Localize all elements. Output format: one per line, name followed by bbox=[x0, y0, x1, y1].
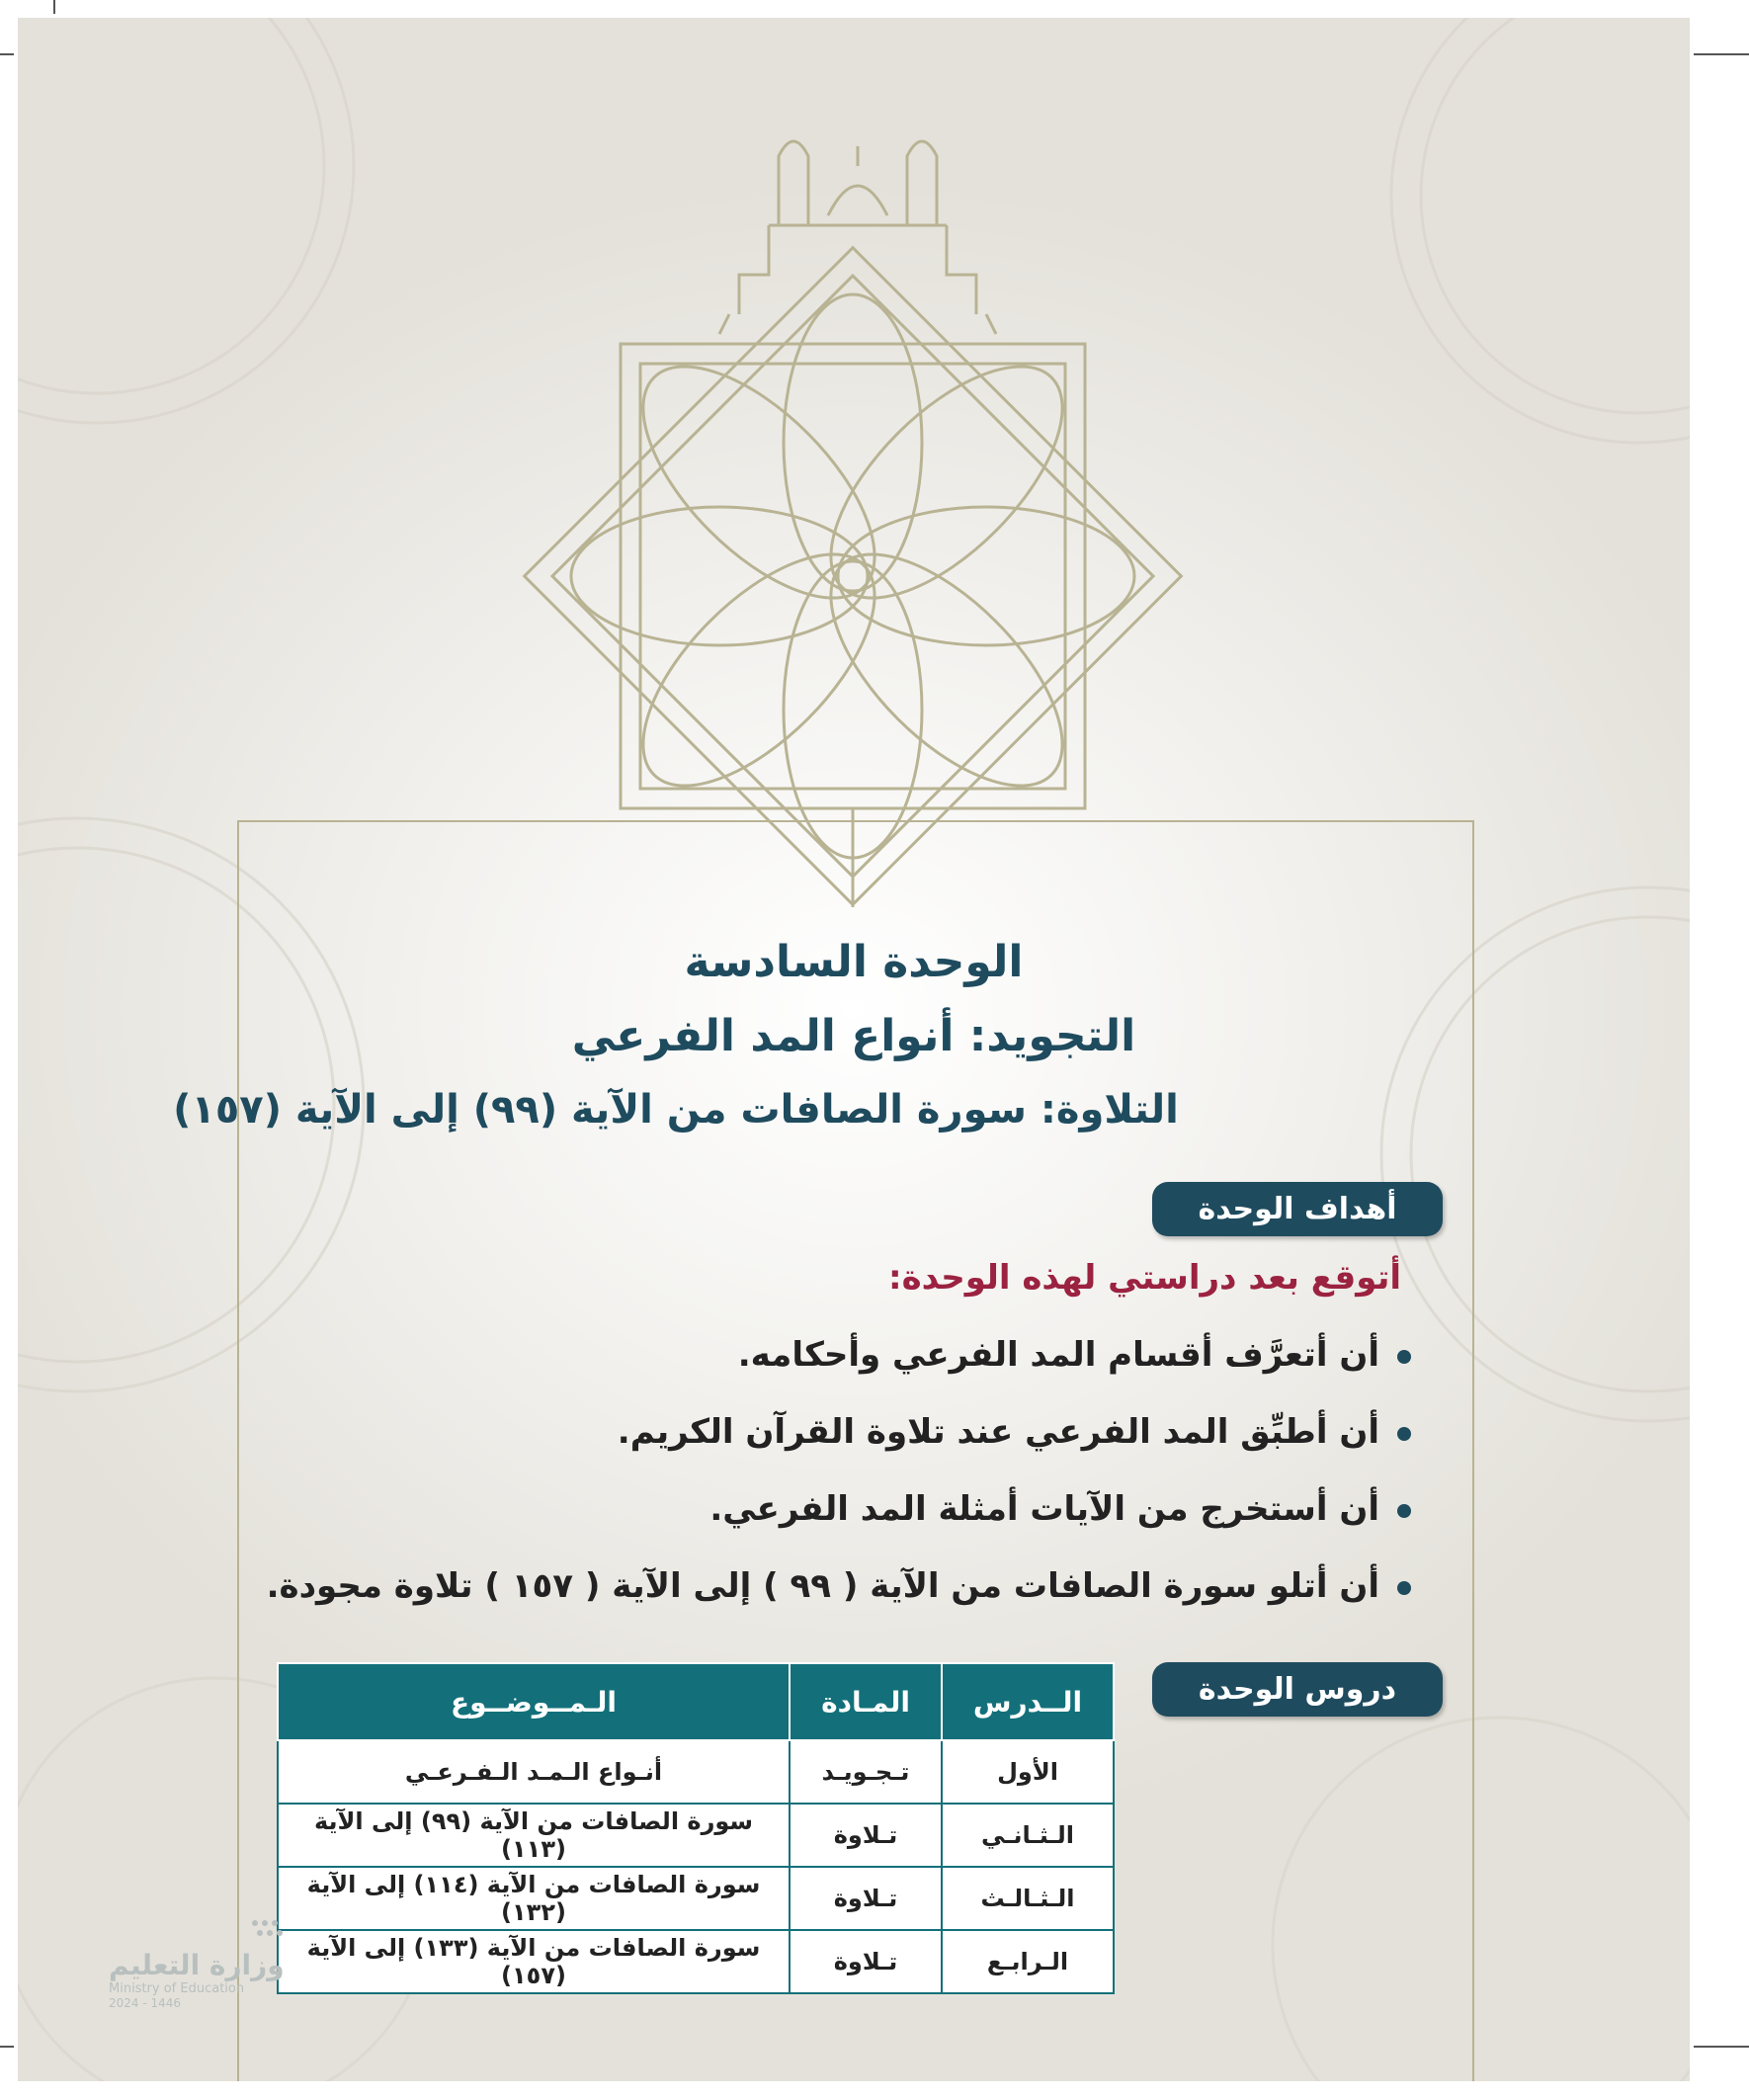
list-item: أن أستخرج من الآيات أمثلة المد الفرعي. bbox=[215, 1481, 1411, 1537]
page bbox=[18, 18, 1690, 2081]
bullet-icon bbox=[1397, 1427, 1411, 1441]
table-cell: أنـواع الـمـد الـفـرعـي bbox=[278, 1740, 790, 1804]
bullet-icon bbox=[1397, 1581, 1411, 1595]
table-cell: الأول bbox=[942, 1740, 1114, 1804]
ministry-logo-name: وزارة التعليم bbox=[109, 1949, 285, 1981]
table-header-row bbox=[278, 1663, 1114, 1740]
ministry-logo-year: 2024 - 1446 bbox=[109, 1996, 182, 2010]
bullet-icon bbox=[1397, 1504, 1411, 1518]
table-cell: سورة الصافات من الآية (٩٩) إلى الآية (١١٣) bbox=[278, 1804, 790, 1867]
recitation-title: التلاوة: سورة الصافات من الآية (٩٩) إلى الآية (١٥٧) bbox=[173, 1087, 1179, 1133]
crop-mark bbox=[0, 53, 14, 55]
table-row bbox=[278, 1740, 1114, 1804]
table-cell: تـلاوة bbox=[790, 1804, 942, 1867]
crop-mark bbox=[53, 0, 55, 14]
table-cell: الـرابـع bbox=[942, 1930, 1114, 1993]
list-item: أن أطبِّق المد الفرعي عند تلاوة القرآن الكريم. bbox=[215, 1404, 1411, 1460]
column-header: الــدرس bbox=[942, 1663, 1114, 1740]
table-cell: الـثـانـي bbox=[942, 1804, 1114, 1867]
list-item: أن أتعرَّف أقسام المد الفرعي وأحكامه. bbox=[215, 1327, 1411, 1383]
lessons-table bbox=[277, 1662, 1115, 1994]
table-cell: سورة الصافات من الآية (١١٤) إلى الآية (١٣٢) bbox=[278, 1867, 790, 1930]
table-row bbox=[278, 1804, 1114, 1867]
crop-mark bbox=[1694, 2046, 1749, 2048]
mosque-icon bbox=[719, 141, 996, 334]
unit-title: الوحدة السادسة bbox=[684, 937, 1024, 987]
table-cell: سورة الصافات من الآية (١٣٣) إلى الآية (١٥٧) bbox=[278, 1930, 790, 1993]
list-item: أن أتلو سورة الصافات من الآية ( ٩٩ ) إلى الآية ( ١٥٧ ) تلاوة مجودة. bbox=[215, 1558, 1411, 1614]
table-cell: الـثـالـث bbox=[942, 1867, 1114, 1930]
goals-label: أهداف الوحدة bbox=[1152, 1182, 1443, 1236]
ministry-logo-icon bbox=[186, 1915, 285, 1945]
table-cell: تـجـويـد bbox=[790, 1740, 942, 1804]
table-row bbox=[278, 1930, 1114, 1993]
column-header: الـمــوضــوع bbox=[278, 1663, 790, 1740]
table-cell: تـلاوة bbox=[790, 1930, 942, 1993]
table-row bbox=[278, 1867, 1114, 1930]
crop-mark bbox=[1694, 53, 1749, 55]
column-header: المـادة bbox=[790, 1663, 942, 1740]
ministry-logo bbox=[109, 1915, 285, 2010]
goals-list bbox=[215, 1327, 1411, 1636]
crop-mark bbox=[0, 2046, 14, 2048]
bullet-icon bbox=[1397, 1350, 1411, 1364]
table-cell: تـلاوة bbox=[790, 1867, 942, 1930]
tajweed-title: التجويد: أنواع المد الفرعي bbox=[571, 1011, 1136, 1061]
lessons-label: دروس الوحدة bbox=[1152, 1662, 1443, 1717]
goals-intro: أتوقع بعد دراستي لهذه الوحدة: bbox=[887, 1258, 1401, 1298]
ministry-logo-english: Ministry of Education bbox=[109, 1981, 245, 1996]
